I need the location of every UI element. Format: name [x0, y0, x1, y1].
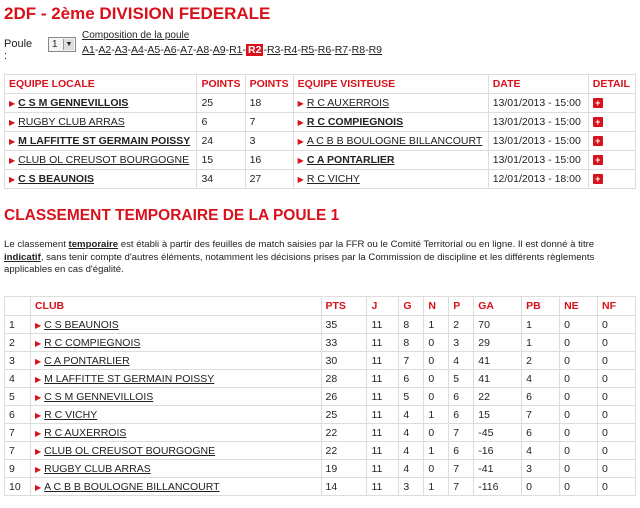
stat-ne: 0: [560, 388, 598, 406]
matches-header-row: [5, 75, 636, 94]
col-pts: PTS: [321, 297, 367, 316]
away-points: 3: [245, 132, 293, 151]
home-team-link[interactable]: RUGBY CLUB ARRAS: [18, 116, 125, 128]
home-team-link[interactable]: C S M GENNEVILLOIS: [18, 97, 129, 109]
stat-pb: 7: [522, 406, 560, 424]
away-team-cell: [293, 132, 488, 151]
stat-p: 2: [449, 316, 474, 334]
club-cell: [30, 334, 321, 352]
stat-ne: 0: [560, 424, 598, 442]
pool-link-separator: -: [209, 44, 213, 56]
ranking-row: [5, 478, 636, 496]
away-team-cell: [293, 94, 488, 113]
classement-description: [4, 239, 636, 277]
stat-nf: 0: [597, 388, 635, 406]
rank-cell: 3: [5, 352, 31, 370]
pool-link-separator: -: [331, 44, 335, 56]
arrow-right-icon: ▶: [34, 374, 42, 384]
rank-cell: 7: [5, 424, 31, 442]
stat-j: 11: [367, 316, 399, 334]
plus-icon[interactable]: +: [593, 174, 603, 184]
arrow-right-icon: ▶: [34, 320, 42, 330]
stat-nf: 0: [597, 370, 635, 388]
stat-pb: 1: [522, 334, 560, 352]
away-team-link[interactable]: R C AUXERROIS: [306, 97, 390, 109]
matches-table: [4, 74, 636, 189]
rank-cell: 2: [5, 334, 31, 352]
pool-link-r1[interactable]: R1: [229, 44, 243, 56]
pool-link-separator: -: [94, 44, 99, 56]
stat-pb: 6: [522, 388, 560, 406]
stat-g: 4: [399, 442, 424, 460]
pool-links: [82, 44, 382, 56]
col-date: DATE: [488, 75, 588, 94]
poule-select-value: 1: [52, 39, 58, 50]
stat-ne: 0: [560, 460, 598, 478]
col-n: N: [424, 297, 449, 316]
col-j: J: [367, 297, 399, 316]
home-team-link[interactable]: M LAFFITTE ST GERMAIN POISSY: [18, 135, 191, 147]
arrow-right-icon: ▶: [9, 175, 16, 184]
away-team-cell: [293, 113, 488, 132]
stat-n: 1: [424, 442, 449, 460]
rank-cell: 1: [5, 316, 31, 334]
ranking-row: [5, 424, 636, 442]
arrow-right-icon: ▶: [297, 99, 304, 108]
desc-text: est établi à partir des feuilles de match saisies par la FFR ou le Comité Territorial ou en ligne. Il est donné à titre: [118, 239, 595, 250]
pool-link-separator: -: [160, 44, 164, 56]
pool-link-separator: -: [192, 44, 197, 56]
stat-ga: -45: [474, 424, 522, 442]
stat-g: 8: [399, 334, 424, 352]
stat-nf: 0: [597, 406, 635, 424]
stat-j: 11: [367, 460, 399, 478]
match-date: 13/01/2013 - 15:00: [488, 94, 588, 113]
stat-ga: 15: [474, 406, 522, 424]
stat-n: 0: [424, 388, 449, 406]
stat-nf: 0: [597, 352, 635, 370]
rank-cell: 6: [5, 406, 31, 424]
away-team-link[interactable]: C A PONTARLIER: [306, 154, 395, 166]
stat-n: 1: [424, 316, 449, 334]
match-row: [5, 151, 636, 170]
arrow-right-icon: ▶: [34, 428, 42, 438]
arrow-right-icon: ▶: [9, 118, 16, 127]
pool-link-separator: -: [127, 44, 132, 56]
stat-pb: 4: [522, 370, 560, 388]
stat-pb: 1: [522, 316, 560, 334]
chevron-down-icon: ▼: [63, 39, 74, 50]
pool-link-separator: -: [225, 44, 230, 56]
ranking-row: [5, 316, 636, 334]
ranking-row: [5, 352, 636, 370]
stat-j: 11: [367, 370, 399, 388]
stat-ne: 0: [560, 334, 598, 352]
stat-pts: 26: [321, 388, 367, 406]
home-points: 15: [197, 151, 245, 170]
home-team-cell: [5, 132, 197, 151]
detail-cell: [588, 132, 635, 151]
arrow-right-icon: ▶: [297, 137, 304, 146]
col-away-team: EQUIPE VISITEUSE: [293, 75, 488, 94]
stat-j: 11: [367, 478, 399, 496]
away-team-link[interactable]: R C COMPIEGNOIS: [306, 116, 404, 128]
arrow-right-icon: ▶: [34, 446, 42, 456]
col-home-team: EQUIPE LOCALE: [5, 75, 197, 94]
stat-p: 7: [449, 478, 474, 496]
stat-pb: 3: [522, 460, 560, 478]
stat-ne: 0: [560, 442, 598, 460]
pool-link-a4[interactable]: A4: [131, 44, 144, 56]
match-date: 13/01/2013 - 15:00: [488, 113, 588, 132]
stat-pts: 28: [321, 370, 367, 388]
club-cell: [30, 316, 321, 334]
stat-j: 11: [367, 388, 399, 406]
stat-j: 11: [367, 334, 399, 352]
pool-link-a2[interactable]: A2: [98, 44, 112, 56]
pool-link-r3[interactable]: R3: [266, 44, 281, 56]
pool-link-r4[interactable]: R4: [283, 44, 298, 56]
stat-pts: 22: [321, 442, 367, 460]
col-g: G: [399, 297, 424, 316]
stat-ne: 0: [560, 406, 598, 424]
pool-link-separator: -: [242, 44, 247, 56]
arrow-right-icon: ▶: [297, 156, 304, 165]
stat-p: 7: [449, 460, 474, 478]
stat-p: 4: [449, 352, 474, 370]
stat-ga: 22: [474, 388, 522, 406]
desc-emphasis-temporaire: temporaire: [68, 239, 119, 250]
rank-cell: 4: [5, 370, 31, 388]
stat-pts: 25: [321, 406, 367, 424]
col-club: CLUB: [30, 297, 321, 316]
pool-link-separator: -: [365, 44, 369, 56]
rank-cell: 7: [5, 442, 31, 460]
match-row: [5, 132, 636, 151]
match-row: [5, 113, 636, 132]
ranking-row: [5, 460, 636, 478]
composition-link[interactable]: Composition de la poule: [82, 30, 190, 41]
club-link[interactable]: R C AUXERROIS: [44, 426, 127, 439]
detail-cell: [588, 94, 635, 113]
club-cell: [30, 406, 321, 424]
stat-g: 6: [399, 370, 424, 388]
stat-ga: 41: [474, 370, 522, 388]
stat-nf: 0: [597, 478, 635, 496]
away-points: 27: [245, 170, 293, 189]
stat-pts: 19: [321, 460, 367, 478]
pool-link-separator: -: [176, 44, 181, 56]
club-link[interactable]: C A PONTARLIER: [44, 354, 130, 367]
stat-p: 3: [449, 334, 474, 352]
pool-link-r9[interactable]: R9: [368, 44, 383, 56]
plus-icon[interactable]: +: [593, 155, 603, 165]
stat-ga: -41: [474, 460, 522, 478]
col-p: P: [449, 297, 474, 316]
pool-link-a7[interactable]: A7: [180, 44, 193, 56]
match-date: 13/01/2013 - 15:00: [488, 132, 588, 151]
stat-p: 6: [449, 388, 474, 406]
detail-cell: [588, 170, 635, 189]
poule-label: Poule :: [4, 38, 33, 62]
stat-g: 4: [399, 424, 424, 442]
stat-ga: 41: [474, 352, 522, 370]
stat-j: 11: [367, 406, 399, 424]
pool-link-separator: -: [297, 44, 301, 56]
poule-select[interactable]: [48, 37, 76, 52]
pool-link-a6[interactable]: A6: [163, 44, 177, 56]
stat-nf: 0: [597, 334, 635, 352]
match-row: [5, 94, 636, 113]
ranking-row: [5, 334, 636, 352]
arrow-right-icon: ▶: [9, 156, 16, 165]
club-link[interactable]: C S M GENNEVILLOIS: [44, 390, 154, 403]
stat-nf: 0: [597, 424, 635, 442]
page-title: 2DF - 2ème DIVISION FEDERALE: [4, 4, 271, 23]
col-points-home: POINTS: [197, 75, 245, 94]
stat-ne: 0: [560, 478, 598, 496]
stat-n: 0: [424, 352, 449, 370]
rank-cell: 9: [5, 460, 31, 478]
detail-cell: [588, 113, 635, 132]
match-date: 12/01/2013 - 18:00: [488, 170, 588, 189]
pool-link-r5[interactable]: R5: [300, 44, 315, 56]
classement-title: CLASSEMENT TEMPORAIRE DE LA POULE 1: [4, 207, 340, 224]
arrow-right-icon: ▶: [297, 175, 304, 184]
stat-n: 0: [424, 370, 449, 388]
col-detail: DETAIL: [588, 75, 635, 94]
plus-icon[interactable]: +: [593, 117, 603, 127]
arrow-right-icon: ▶: [34, 356, 42, 366]
stat-n: 1: [424, 406, 449, 424]
stat-n: 1: [424, 478, 449, 496]
club-cell: [30, 460, 321, 478]
stat-g: 4: [399, 460, 424, 478]
home-team-cell: [5, 94, 197, 113]
home-team-link[interactable]: C S BEAUNOIS: [18, 173, 94, 185]
home-team-link[interactable]: CLUB OL CREUSOT BOURGOGNE: [18, 154, 190, 166]
stat-ga: -16: [474, 442, 522, 460]
stat-pts: 35: [321, 316, 367, 334]
stat-pts: 14: [321, 478, 367, 496]
pool-link-a8[interactable]: A8: [196, 44, 210, 56]
stat-pb: 4: [522, 442, 560, 460]
stat-g: 7: [399, 352, 424, 370]
arrow-right-icon: ▶: [9, 99, 16, 108]
col-rank: [5, 297, 31, 316]
stat-n: 0: [424, 460, 449, 478]
ranking-header-row: [5, 297, 636, 316]
desc-emphasis-indicatif: indicatif: [4, 251, 41, 263]
ranking-row: [5, 442, 636, 460]
plus-icon[interactable]: +: [593, 136, 603, 146]
club-cell: [30, 442, 321, 460]
stat-ga: 29: [474, 334, 522, 352]
club-cell: [30, 352, 321, 370]
col-nf: NF: [597, 297, 635, 316]
home-points: 34: [197, 170, 245, 189]
club-link[interactable]: A C B B BOULOGNE BILLANCOURT: [44, 480, 220, 493]
pool-link-a9[interactable]: A9: [212, 44, 226, 56]
ranking-row: [5, 388, 636, 406]
away-team-link[interactable]: A C B B BOULOGNE BILLANCOURT: [306, 135, 483, 147]
pool-link-a1[interactable]: A1: [82, 44, 95, 56]
col-points-away: POINTS: [245, 75, 293, 94]
home-team-cell: [5, 151, 197, 170]
ranking-row: [5, 406, 636, 424]
stat-g: 4: [399, 406, 424, 424]
stat-j: 11: [367, 424, 399, 442]
stat-p: 5: [449, 370, 474, 388]
match-row: [5, 170, 636, 189]
col-pb: PB: [522, 297, 560, 316]
stat-n: 0: [424, 334, 449, 352]
pool-link-a5[interactable]: A5: [147, 44, 161, 56]
club-cell: [30, 424, 321, 442]
arrow-right-icon: ▶: [9, 137, 16, 146]
pool-link-separator: -: [143, 44, 148, 56]
pool-link-r6[interactable]: R6: [317, 44, 332, 56]
stat-pts: 33: [321, 334, 367, 352]
stat-g: 5: [399, 388, 424, 406]
stat-pb: 2: [522, 352, 560, 370]
away-points: 18: [245, 94, 293, 113]
pool-link-r2[interactable]: R2: [248, 44, 262, 56]
desc-text: , sans tenir compte d'autres éléments, notamment les décisions prises par la Commission de discipline et les différents règlements applicables en cas d'égalité.: [4, 251, 595, 275]
stat-p: 7: [449, 424, 474, 442]
arrow-right-icon: ▶: [34, 410, 42, 420]
col-ga: GA: [474, 297, 522, 316]
home-points: 25: [197, 94, 245, 113]
away-team-link[interactable]: R C VICHY: [306, 173, 360, 185]
stat-p: 6: [449, 406, 474, 424]
club-link[interactable]: M LAFFITTE ST GERMAIN POISSY: [44, 372, 215, 385]
arrow-right-icon: ▶: [34, 392, 42, 402]
club-link[interactable]: C S BEAUNOIS: [44, 318, 119, 331]
stat-pb: 0: [522, 478, 560, 496]
stat-nf: 0: [597, 316, 635, 334]
col-ne: NE: [560, 297, 598, 316]
club-link[interactable]: R C VICHY: [44, 408, 98, 421]
club-cell: [30, 370, 321, 388]
away-team-cell: [293, 170, 488, 189]
stat-ga: -116: [474, 478, 522, 496]
home-team-cell: [5, 113, 197, 132]
stat-ne: 0: [560, 370, 598, 388]
ranking-row: [5, 370, 636, 388]
stat-pb: 6: [522, 424, 560, 442]
home-points: 6: [197, 113, 245, 132]
club-cell: [30, 478, 321, 496]
stat-g: 3: [399, 478, 424, 496]
club-link[interactable]: RUGBY CLUB ARRAS: [44, 462, 151, 475]
stat-ne: 0: [560, 316, 598, 334]
rank-cell: 10: [5, 478, 31, 496]
stat-g: 8: [399, 316, 424, 334]
stat-j: 11: [367, 442, 399, 460]
pool-link-r8[interactable]: R8: [351, 44, 366, 56]
pool-link-separator: -: [111, 44, 115, 56]
pool-link-separator: -: [280, 44, 284, 56]
plus-icon[interactable]: +: [593, 98, 603, 108]
pool-link-separator: -: [314, 44, 318, 56]
arrow-right-icon: ▶: [34, 482, 42, 492]
pool-link-r7[interactable]: R7: [334, 44, 349, 56]
club-link[interactable]: R C COMPIEGNOIS: [44, 336, 141, 349]
stat-pts: 22: [321, 424, 367, 442]
club-cell: [30, 388, 321, 406]
stat-nf: 0: [597, 442, 635, 460]
arrow-right-icon: ▶: [297, 118, 304, 127]
home-points: 24: [197, 132, 245, 151]
pool-link-a3[interactable]: A3: [114, 44, 128, 56]
stat-j: 11: [367, 352, 399, 370]
arrow-right-icon: ▶: [34, 464, 42, 474]
away-points: 7: [245, 113, 293, 132]
desc-text: Le classement: [4, 239, 69, 250]
detail-cell: [588, 151, 635, 170]
pool-link-separator: -: [263, 44, 267, 56]
stat-p: 6: [449, 442, 474, 460]
stat-ga: 70: [474, 316, 522, 334]
stat-ne: 0: [560, 352, 598, 370]
match-date: 13/01/2013 - 15:00: [488, 151, 588, 170]
rank-cell: 5: [5, 388, 31, 406]
stat-pts: 30: [321, 352, 367, 370]
club-link[interactable]: CLUB OL CREUSOT BOURGOGNE: [44, 444, 216, 457]
pool-link-separator: -: [348, 44, 352, 56]
home-team-cell: [5, 170, 197, 189]
stat-nf: 0: [597, 460, 635, 478]
ranking-table: [4, 296, 636, 496]
away-team-cell: [293, 151, 488, 170]
arrow-right-icon: ▶: [34, 338, 42, 348]
away-points: 16: [245, 151, 293, 170]
stat-n: 0: [424, 424, 449, 442]
